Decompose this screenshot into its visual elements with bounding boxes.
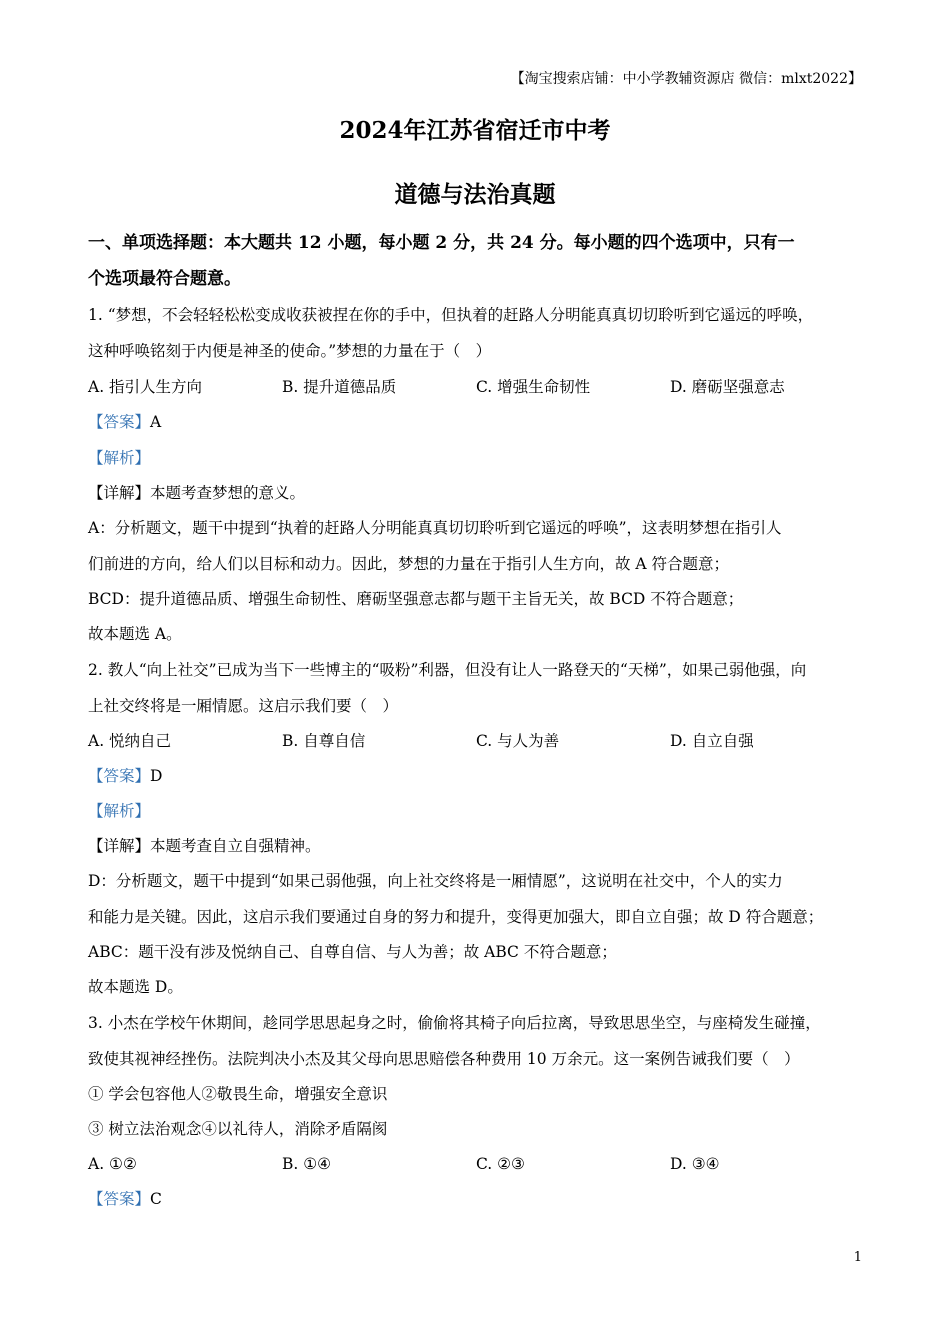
q2-explanation-line2: 和能力是关键。因此，这启示我们要通过自身的努力和提升，变得更加强大，即自立自强；故 D 符合题意； <box>88 908 824 926</box>
q2-stem-line1: 2. 教人“向上社交”已成为当下一些博主的“吸粉”利器，但没有让人一路登天的“天梯”，如果己弱他强，向 <box>88 661 807 679</box>
q3-answer <box>88 1188 863 1210</box>
q1-conclusion: 故本题选 A。 <box>88 625 182 643</box>
answer-value: D <box>150 767 163 785</box>
q3-stem-line1: 3. 小杰在学校午休期间，趁同学思思起身之时，偷偷将其椅子向后拉离，导致思思坐空，与座椅发生碰撞， <box>88 1014 821 1032</box>
page-number: 1 <box>853 1250 862 1265</box>
q3-items-line2: ③ 树立法治观念④以礼待人，消除矛盾隔阂 <box>88 1120 388 1138</box>
answer-tag: 【答案】 <box>88 767 151 785</box>
q1-option-c: C. 增强生命韧性 <box>476 378 591 396</box>
answer-tag: 【答案】 <box>88 413 151 431</box>
q2-option-a: A. 悦纳自己 <box>88 732 172 750</box>
q3-option-b: B. ①④ <box>282 1155 332 1173</box>
q1-option-d: D. 磨砺坚强意志 <box>670 378 785 396</box>
q2-option-c: C. 与人为善 <box>476 732 560 750</box>
q1-stem-line1: 1. “梦想，不会轻轻松松变成收获被捏在你的手中，但执着的赶路人分明能真真切切聆听到它遥远的呼唤， <box>88 306 814 324</box>
q1-stem-line2: 这种呼唤铭刻于内便是神圣的使命。”梦想的力量在于（ ） <box>88 342 492 360</box>
q2-detail: 【详解】本题考查自立自强精神。 <box>88 837 321 855</box>
q3-option-c: C. ②③ <box>476 1155 525 1173</box>
q2-analysis-tag: 【解析】 <box>88 802 151 820</box>
q3-option-d: D. ③④ <box>670 1155 720 1173</box>
q2-explanation-line3: ABC：题干没有涉及悦纳自己、自尊自信、与人为善；故 ABC 不符合题意； <box>88 943 617 961</box>
q3-items-line1: ① 学会包容他人②敬畏生命，增强安全意识 <box>88 1085 388 1103</box>
q2-stem-line2: 上社交终将是一厢情愿。这启示我们要（ ） <box>88 697 399 715</box>
q1-explanation-line2: 们前进的方向，给人们以目标和动力。因此，梦想的力量在于指引人生方向，故 A 符合题意； <box>88 555 730 573</box>
answer-tag: 【答案】 <box>88 1190 151 1208</box>
q2-answer <box>88 765 863 787</box>
q3-option-a: A. ①② <box>88 1155 137 1173</box>
answer-value: A <box>150 413 162 431</box>
section-heading-line1: 一、单项选择题：本大题共 12 小题，每小题 2 分，共 24 分。每小题的四个选项中，只有一 <box>88 233 795 253</box>
q2-conclusion: 故本题选 D。 <box>88 978 183 996</box>
q1-detail: 【详解】本题考查梦想的意义。 <box>88 484 306 502</box>
q1-option-b: B. 提升道德品质 <box>282 378 397 396</box>
exam-title: 2024年江苏省宿迁市中考 <box>339 117 611 144</box>
q2-explanation-line1: D：分析题文，题干中提到“如果己弱他强，向上社交终将是一厢情愿”，这说明在社交中，个人的实力 <box>88 872 783 890</box>
q1-option-a: A. 指引人生方向 <box>88 378 203 396</box>
q1-answer <box>88 411 863 433</box>
q2-option-d: D. 自立自强 <box>670 732 754 750</box>
q2-option-b: B. 自尊自信 <box>282 732 366 750</box>
section-heading-line2: 个选项最符合题意。 <box>88 269 241 289</box>
q3-stem-line2: 致使其视神经挫伤。法院判决小杰及其父母向思思赔偿各种费用 10 万余元。这一案例告诫我们要（ ） <box>88 1050 800 1068</box>
exam-subtitle: 道德与法治真题 <box>394 181 556 208</box>
answer-value: C <box>150 1190 162 1208</box>
header-note: 【淘宝搜索店铺：中小学教辅资源店 微信：mlxt2022】 <box>510 71 862 87</box>
q1-explanation-line3: BCD：提升道德品质、增强生命韧性、磨砺坚强意志都与题干主旨无关，故 BCD 不符合题意； <box>88 590 744 608</box>
q1-explanation-line1: A：分析题文，题干中提到“执着的赶路人分明能真真切切聆听到它遥远的呼唤”，这表明梦想在指引人 <box>88 519 782 537</box>
q1-analysis-tag: 【解析】 <box>88 449 151 467</box>
